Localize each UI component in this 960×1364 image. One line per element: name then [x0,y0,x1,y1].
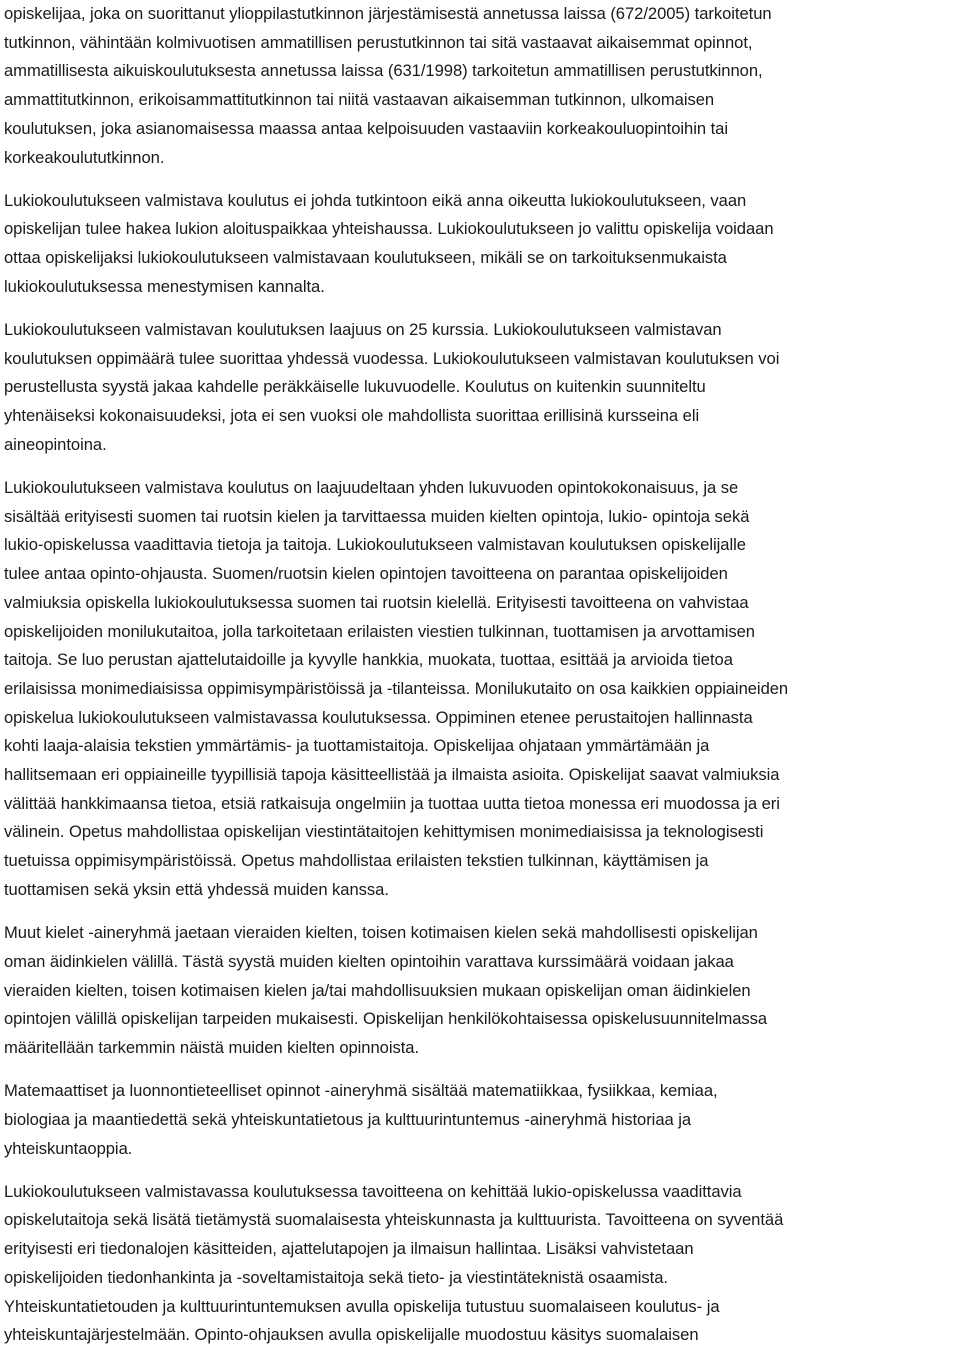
text-line: kohti laaja-alaisia tekstien ymmärtämis- ja tuottamistaitoja. Opiskelijaa ohjataan ymmärtämään ja [4,736,710,756]
text-line: erilaisissa monimediaisissa oppimisympäristöissä ja -tilanteissa. Monilukutaito on osa kaikkien oppiaineiden [4,678,789,698]
text-line: välittää hankkimaansa tietoa, etsiä ratkaisuja ongelmiin ja tuottaa uutta tietoa monessa eri muodossa ja eri [4,793,780,813]
paragraph [4,187,958,302]
text-line: opiskelua lukiokoulutukseen valmistavassa koulutuksessa. Oppiminen etenee perustaitojen hallinnasta [4,707,753,727]
text-line: valmiuksia opiskella lukiokoulutuksessa suomen tai ruotsin kielellä. Erityisesti tavoitteena on vahvistaa [4,592,749,612]
text-line: Muut kielet -aineryhmä jaetaan vieraiden kielten, toisen kotimaisen kielen sekä mahdollisesti opiskelijan [4,923,758,943]
text-line: Yhteiskuntatietouden ja kulttuurintuntemuksen avulla opiskelija tutustuu suomalaiseen koulutus- ja [4,1296,720,1316]
text-line: korkeakoulututkinnon. [4,147,165,167]
text-line: opiskelijan tulee hakea lukion aloituspaikkaa yhteishaussa. Lukiokoulutukseen jo valittu opiskelija voidaan [4,219,774,239]
text-line: ammatillisesta aikuiskoulutuksesta annetussa laissa (631/1998) tarkoitetun ammatillisen perustutkinnon, [4,61,763,81]
text-line: vieraiden kielten, toisen kotimaisen kielen ja/tai mahdollisuuksien mukaan opiskelijan oman äidinkielen [4,980,751,1000]
text-line: opiskelijoiden tiedonhankinta ja -soveltamistaitoja sekä tieto- ja viestintäteknistä osaamista. [4,1267,668,1287]
paragraph [4,1077,958,1163]
text-line: opiskelijaa, joka on suorittanut ylioppilastutkinnon järjestämisestä annetussa laissa (672/2005) tarkoitetun [4,4,772,23]
text-line: yhteiskuntaoppia. [4,1138,133,1158]
text-line: tuottamisen sekä yksin että yhdessä muiden kanssa. [4,879,389,899]
text-line: yhtenäiseksi kokonaisuudeksi, jota ei sen vuoksi ole mahdollista suorittaa erillisinä kursseina eli [4,406,700,426]
text-line: ottaa opiskelijaksi lukiokoulutukseen valmistavaan koulutukseen, mikäli se on tarkoituksenmukaista [4,248,727,268]
text-line: yhteiskuntajärjestelmään. Opinto-ohjauksen avulla opiskelijalle muodostuu käsitys suomalaisen [4,1325,699,1345]
text-line: erityisesti eri tiedonalojen käsitteiden, ajattelutapojen ja ilmaisun hallintaa. Lisäksi vahvistetaan [4,1239,694,1259]
text-line: välinein. Opetus mahdollistaa opiskelijan viestintätaitojen kehittymisen monimediaisissa ja teknologisesti [4,822,764,842]
paragraph [4,1178,958,1350]
text-line: koulutuksen, joka asianomaisessa maassa antaa kelpoisuuden vastaaviin korkeakouluopintoihin tai [4,118,728,138]
text-line: opintojen välillä opiskelijan tarpeiden mukaisesti. Opiskelijan henkilökohtaisessa opiskelusuunnitelmassa [4,1009,768,1029]
paragraph [4,316,958,460]
text-line: Lukiokoulutukseen valmistavan koulutuksen laajuus on 25 kurssia. Lukiokoulutukseen valmistavan [4,320,722,340]
text-line: tuetuissa oppimisympäristöissä. Opetus mahdollistaa erilaisten tekstien tulkinnan, käyttämisen ja [4,851,709,871]
text-line: lukiokoulutuksessa menestymisen kannalta. [4,276,325,296]
text-line: lukio-opiskelussa vaadittavia tietoja ja taitoja. Lukiokoulutukseen valmistavan koulutuksen opiskelijalle [4,535,746,555]
text-line: biologiaa ja maantiedettä sekä yhteiskuntatietous ja kulttuurintuntemus -aineryhmä historiaa ja [4,1109,692,1129]
text-line: Lukiokoulutukseen valmistavassa koulutuksessa tavoitteena on kehittää lukio-opiskelussa vaadittavia [4,1181,742,1201]
paragraph [4,474,958,905]
text-line: aineopintoina. [4,434,107,454]
text-line: Lukiokoulutukseen valmistava koulutus ei johda tutkintoon eikä anna oikeutta lukiokoulutukseen, vaan [4,190,747,210]
text-line: määritellään tarkemmin näistä muiden kielten opinnoista. [4,1037,420,1057]
text-line: opiskelijoiden monilukutaitoa, jolla tarkoitetaan erilaisten viestien tulkinnan, tuottamisen ja arvottamisen [4,621,755,641]
text-line: sisältää erityisesti suomen tai ruotsin kielen ja tarvittaessa muiden kielten opintoja, lukio- opintoja sekä [4,506,750,526]
text-line: ammattitutkinnon, erikoisammattitutkinnon tai niitä vastaavan aikaisemman tutkinnon, ulkomaisen [4,90,715,110]
document-body [4,0,958,1350]
text-line: hallitsemaan eri oppiaineille tyypillisiä tapoja käsitteellistää ja ilmaista asioita. Opiskelijat saavat valmiuksia [4,765,780,785]
text-line: Matemaattiset ja luonnontieteelliset opinnot -aineryhmä sisältää matematiikkaa, fysiikkaa, kemiaa, [4,1081,718,1101]
text-line: koulutuksen oppimäärä tulee suorittaa yhdessä vuodessa. Lukiokoulutukseen valmistavan koulutuksen voi [4,348,780,368]
text-line: opiskelutaitoja sekä lisätä tietämystä suomalaisesta yhteiskunnasta ja kulttuurista. Tavoitteena on syventää [4,1210,784,1230]
text-line: oman äidinkielen välillä. Tästä syystä muiden kielten opintoihin varattava kurssimäärä voidaan jakaa [4,951,734,971]
paragraph [4,919,958,1063]
text-line: Lukiokoulutukseen valmistava koulutus on laajuudeltaan yhden lukuvuoden opintokokonaisuus, ja se [4,478,739,498]
text-line: taitoja. Se luo perustan ajattelutaidoille ja kyvylle hankkia, muokata, tuottaa, esittää ja arvioida tietoa [4,650,733,670]
text-line: tulee antaa opinto-ohjausta. Suomen/ruotsin kielen opintojen tavoitteena on parantaa opiskelijoiden [4,564,728,584]
text-line: tutkinnon, vähintään kolmivuotisen ammatillisen perustutkinnon tai sitä vastaavat aikaisemmat opinnot, [4,32,753,52]
paragraph [4,0,958,172]
text-line: perustellusta syystä jakaa kahdelle peräkkäiselle lukuvuodelle. Koulutus on kuitenkin suunniteltu [4,377,706,397]
